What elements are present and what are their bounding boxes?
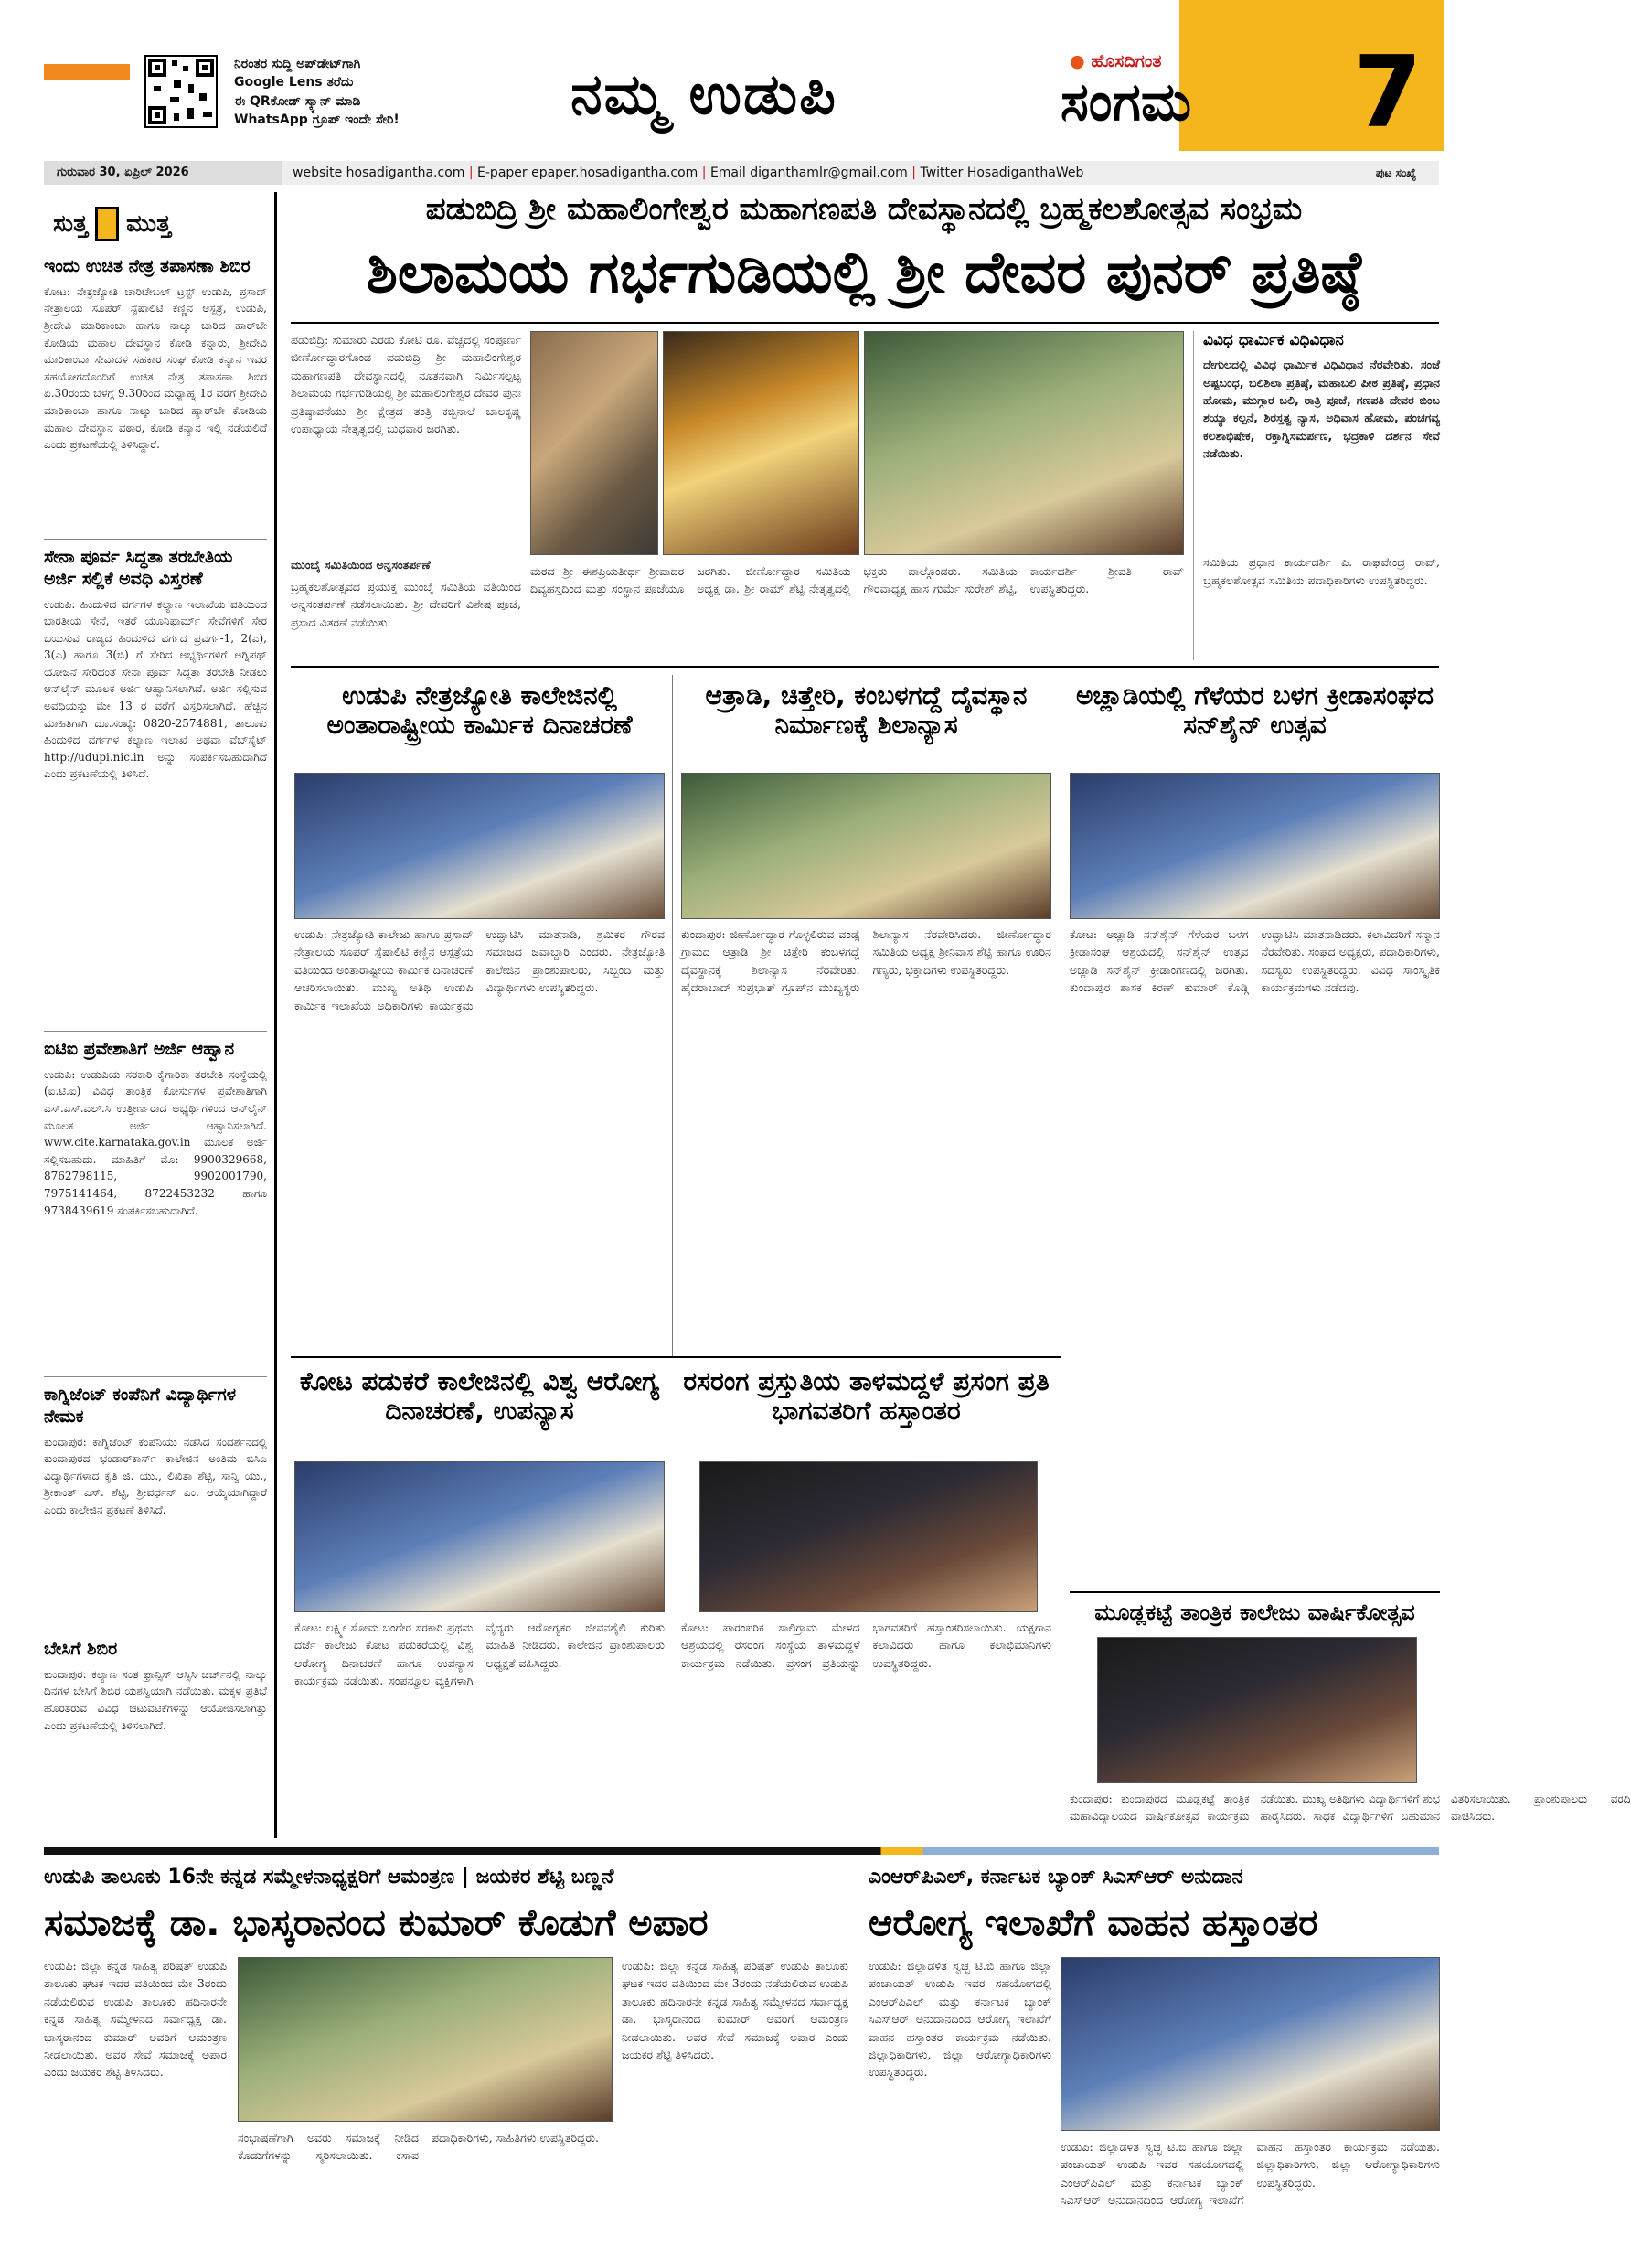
brief-heading: ಕಾಗ್ನಿಜೆಂಟ್ ಕಂಪೆನಿಗೆ ವಿದ್ಯಾರ್ಥಿಗಳ ನೇಮಕ (44, 1385, 237, 1427)
lead-text-below: ಮಠದ ಶ್ರೀ ಈಶಪ್ರಿಯತೀರ್ಥ ಶ್ರೀಪಾದರ ದಿವ್ಯಹಸ್ತದಿಂದ ಮತ್ತು ಸಂಸ್ಥಾನ ಪೂಜೆಯೂ ಜರಗಿತು. ಜೀರ್ಣೋದ್ಧಾರ ಸಮಿತಿಯ ಅಧ್ಯಕ್ಷ ಡಾ. ಶ್ರೀ ರಾಮ್ ಶೆಟ್ಟಿ ನೇತೃತ್ವದಲ್ಲಿ ಭಕ್ತರು ಪಾಲ್ಗೊಂಡರು. ಸಮಿತಿಯ ಗೌರವಾಧ್ಯಕ್ಷ ಹಾಸ ಗುರ್ಮೆ ಸುರೇಶ್ ಶೆಟ್ಟಿ, ಕಾರ್ಯದರ್ಶಿ ಶ್ರೀಪತಿ ರಾವ್ ಉಪಸ್ಥಿತರಿದ್ದರು. (530, 564, 1184, 596)
brief (44, 547, 267, 1032)
brief-text: ಕುಂದಾಪುರ: ಕಲ್ಯಾಣ ಸಂತ ಫ್ರಾನ್ಸಿಸ್ ಆಸ್ಸಿಸಿ ಚರ್ಚ್‌ನಲ್ಲಿ ನಾಲ್ಕು ದಿನಗಳ ಬೇಸಿಗೆ ಶಿಬಿರ ಯಶಸ್ವಿಯಾಗಿ ನಡೆಯಿತು. ಮಕ್ಕಳ ಪ್ರತಿಭೆ ಹೊರತರುವ ವಿವಿಧ ಚಟುವಟಿಕೆಗಳನ್ನು ಆಯೋಜಿಸಲಾಗಿತ್ತು ಎಂದು ಪ್ರಕಟಣೆಯಲ್ಲಿ ತಿಳಿಸಲಾಗಿದೆ. (44, 1667, 267, 1732)
sidebar-title: ಸುತ್ತ ಮುತ್ತ (53, 201, 263, 247)
sidebar-briefs (44, 256, 267, 1838)
brief-text: ಉಡುಪಿ: ಹಿಂದುಳಿದ ವರ್ಗಗಳ ಕಲ್ಯಾಣ ಇಲಾಖೆಯ ವತಿಯಿಂದ ಭಾರತೀಯ ಸೇನೆ, ಇತರೆ ಯೂನಿಫಾರ್ಮ್ ಸೇವೆಗಳಿಗೆ ಸೇರ ಬಯಸುವ ರಾಜ್ಯದ ಹಿಂದುಳಿದ ವರ್ಗದ ಪ್ರವರ್ಗ-1, 2(ಎ), 3(ಎ) ಹಾಗೂ 3(ಬಿ) ಗೆ ಸೇರಿದ ಅಭ್ಯರ್ಥಿಗಳಿಗೆ ಅಗ್ನಿಪಥ್ ಯೋಜನೆ ಸೇರಿದಂತೆ ಸೇನಾ ಪೂರ್ವ ಸಿದ್ಧತಾ ತರಬೇತಿ ನೀಡಲು ಆನ್‌ಲೈನ್ ಮೂಲಕ ಅರ್ಜಿ ಆಹ್ವಾನಿಸಲಾಗಿದೆ. ಅರ್ಜಿ ಸಲ್ಲಿಸುವ ಅವಧಿಯನ್ನು ಮೇ 13 ರ ವರೆಗೆ ವಿಸ್ತರಿಸಲಾಗಿದೆ. ಹೆಚ್ಚಿನ ಮಾಹಿತಿಗಾಗಿ ದೂ.ಸಂಖ್ಯೆ: 0820-2574881, ತಾಲೂಕು ಹಿಂದುಳಿದ ವರ್ಗಗಳ ಕಲ್ಯಾಣ ಇಲಾಖೆ ಅಥವಾ ವೆಬ್‌ಸೈಟ್ http://udupi.nic.in ಅನ್ನು ಸಂಪರ್ಕಿಸಬಹುದಾಗಿದೆ ಎಂದು ಪ್ರಕಟಣೆಯಲ್ಲಿ ತಿಳಿಸಿದೆ. (44, 597, 267, 781)
section-title-box (494, 44, 914, 144)
supplement-title: ಸಂಗಮ (1061, 70, 1192, 133)
bottom-left-kicker: ಉಡುಪಿ ತಾಲೂಕು 16ನೇ ಕನ್ನಡ ಸಮ್ಮೇಳನಾಧ್ಯಕ್ಷರಿಗೆ ಆಮಂತ್ರಣ | ಜಯಕರ ಶೆಟ್ಟಿ ಬಣ್ಣನೆ (44, 1866, 614, 1888)
story-d-photo (294, 1461, 665, 1612)
bottom-left-headline: ಸಮಾಜಕ್ಕೆ ಡಾ. ಭಾಸ್ಕರಾನಂದ ಕುಮಾರ್ ಕೊಡುಗೆ ಅಪಾರ (44, 1902, 709, 1944)
bottom-band-rule (44, 1847, 1439, 1855)
story-e-headline: ರಸರಂಗ ಪ್ರಸ್ತುತಿಯ ತಾಳಮದ್ದಳೆ ಪ್ರಸಂಗ ಪ್ರತಿ ಭಾಗವತರಿಗೆ ಹಸ್ತಾಂತರ (683, 1366, 1050, 1427)
brief-heading: ಸೇನಾ ಪೂರ್ವ ಸಿದ್ಧತಾ ತರಬೇತಿಯ ಅರ್ಜಿ ಸಲ್ಲಿಕೆ ಅವಧಿ ವಿಸ್ತರಣೆ (44, 547, 233, 589)
story-f-photo (1097, 1637, 1417, 1783)
story-d-headline: ಕೋಟ ಪಡುಕರೆ ಕಾಲೇಜಿನಲ್ಲಿ ವಿಶ್ವ ಆರೋಗ್ಯ ದಿನಾಚರಣೆ, ಉಪನ್ಯಾಸ (299, 1366, 660, 1427)
qr-code (144, 55, 218, 128)
lead-photo-deity (663, 331, 859, 555)
lead-text-sub: ಬ್ರಹ್ಮಕಲಶೋತ್ಸವದ ಪ್ರಯುಕ್ತ ಮುಂಬೈ ಸಮಿತಿಯ ವತಿಯಿಂದ ಅನ್ನಸಂತರ್ಪಣೆ ನಡೆಸಲಾಯಿತು. ಶ್ರೀ ದೇವರಿಗೆ ವಿಶೇಷ ಪೂಜೆ, ಪ್ರಸಾದ ವಿತರಣೆ ನಡೆಯಿತು. (291, 580, 521, 629)
sidebar-divider (274, 192, 277, 1838)
section-rule (291, 1356, 1061, 1358)
brief-text: ಕೋಟ: ನೇತ್ರಜ್ಯೋತಿ ಚಾರಿಟೇಬಲ್ ಟ್ರಸ್ಟ್ ಉಡುಪಿ, ಪ್ರಸಾದ್ ನೇತ್ರಾಲಯ ಸೂಪರ್ ಸ್ಪೆಷಾಲಿಟಿ ಕಣ್ಣಿನ ಆಸ್ಪತ್ರೆ, ಉಡುಪಿ, ಶ್ರೀದೇವಿ ಮಾರಿಕಾಂಬಾ ಹಾಗೂ ನಾಲ್ಕು ಬಾರಿದ ಹಾರ್‌ಬೇ ಕೋಡಿಯ ಮಹಾಲ ದೇವಸ್ಥಾನ ಕೋಡಿ ಕನ್ನಾರು, ಶ್ರೀದೇವಿ ಮಾರಿಕಾಂಬಾ ಸೇವಾದಳ ಸಹಕಾರ ಸಂಘ ಕೋಡಿ ಕನ್ಯಾನ ಇವರ ಸಹಯೋಗದೊಂದಿಗೆ ಉಚಿತ ನೇತ್ರ ತಪಾಸಣಾ ಶಿಬಿರ ಏ.30ರಂದು ಬೆಳಗ್ಗೆ 9.30ರಿಂದ ಮಧ್ಯಾಹ್ನ 1ರ ವರೆಗೆ ಶ್ರೀದೇವಿ ಮಾರಿಕಾಂಬಾ ಹಾಗೂ ನಾಲ್ಕು ಬಾರಿದ ಹ್ಯಾರ್‌ಬೇ ಕೋಡಿಯ ಮಹಾಲ ದೇವಸ್ಥಾನ ವಠಾರ, ಕೋಡಿ ಕನ್ಯಾನ ಇಲ್ಲಿ ನಡೆಯಲಿದೆ ಎಂದು ಪ್ರಕಟಣೆಯಲ್ಲಿ ತಿಳಿಸಿದ್ದಾರೆ. (44, 284, 267, 452)
lead-headline: ಶಿಲಾಮಯ ಗರ್ಭಗುಡಿಯಲ್ಲಿ ಶ್ರೀ ದೇವರ ಪುನರ್ ಪ್ರತಿಷ್ಠೆ (366, 239, 1362, 305)
brief (44, 1385, 267, 1631)
bottom-right-text: ಉಡುಪಿ: ಜಿಲ್ಲಾಡಳಿತ ಸ್ವಚ್ಛ ಟಿ.ಬಿ ಹಾಗೂ ಜಿಲ್ಲಾ ಪಂಚಾಯತ್ ಉಡುಪಿ ಇವರ ಸಹಯೋಗದಲ್ಲಿ ಎಂಆರ್‌ಪಿಎಲ್ ಮತ್ತು ಕರ್ನಾಟಕ ಬ್ಯಾಂಕ್ ಸಿಎಸ್‌ಆರ್ ಅನುದಾನದಿಂದ ಆರೋಗ್ಯ ಇಲಾಖೆಗೆ ವಾಹನ ಹಸ್ತಾಂತರ ಕಾರ್ಯಕ್ರಮ ನಡೆಯಿತು. ಜಿಲ್ಲಾಧಿಕಾರಿಗಳು, ಜಿಲ್ಲಾ ಆರೋಗ್ಯಾಧಿಕಾರಿಗಳು ಉಪಸ್ಥಿತರಿದ್ದರು. (869, 1959, 1051, 2080)
bottom-right-text2: ಉಡುಪಿ: ಜಿಲ್ಲಾಡಳಿತ ಸ್ವಚ್ಛ ಟಿ.ಬಿ ಹಾಗೂ ಜಿಲ್ಲಾ ಪಂಚಾಯತ್ ಉಡುಪಿ ಇವರ ಸಹಯೋಗದಲ್ಲಿ ಎಂಆರ್‌ಪಿಎಲ್ ಮತ್ತು ಕರ್ನಾಟಕ ಬ್ಯಾಂಕ್ ಸಿಎಸ್‌ಆರ್ ಅನುದಾನದಿಂದ ಆರೋಗ್ಯ ಇಲಾಖೆಗೆ ವಾಹನ ಹಸ್ತಾಂತರ ಕಾರ್ಯಕ್ರಮ ನಡೆಯಿತು. ಜಿಲ್ಲಾಧಿಕಾರಿಗಳು, ಜಿಲ್ಲಾ ಆರೋಗ್ಯಾಧಿಕಾರಿಗಳು ಉಪಸ್ಥಿತರಿದ್ದರು. (1061, 2140, 1440, 2208)
story-a-headline: ಉಡುಪಿ ನೇತ್ರಜ್ಯೋತಿ ಕಾಲೇಜಿನಲ್ಲಿ ಅಂತಾರಾಷ್ಟ್ರೀಯ ಕಾರ್ಮಿಕ ದಿನಾಚರಣೆ (326, 680, 633, 741)
story-b-text: ಕುಂದಾಪುರ: ಜೀರ್ಣೋದ್ಧಾರ ಗೊಳ್ಳಲಿರುವ ವಂಡ್ಸೆ ಗ್ರಾಮದ ಆತ್ರಾಡಿ ಶ್ರೀ ಚಿತ್ತೇರಿ ಕಂಬಳಗದ್ದೆ ದೈವಸ್ಥಾನಕ್ಕೆ ಶಿಲಾನ್ಯಾಸ ನೆರವೇರಿತು. ಹೈದರಾಬಾದ್ ಸುಪ್ರಭಾತ್ ಗ್ರೂಪ್‌ನ ಮುಖ್ಯಸ್ಥರು ಶಿಲಾನ್ಯಾಸ ನೆರವೇರಿಸಿದರು. ಜೀರ್ಣೋದ್ಧಾರ ಸಮಿತಿಯ ಅಧ್ಯಕ್ಷ ಶ್ರೀನಿವಾಸ ಶೆಟ್ಟಿ ಹಾಗೂ ಊರಿನ ಗಣ್ಯರು, ಭಕ್ತಾದಿಗಳು ಉಪಸ್ಥಿತರಿದ್ದರು. (681, 927, 1051, 995)
brief (44, 256, 267, 540)
story-f-text: ಕುಂದಾಪುರ: ಕುಂದಾಪುರದ ಮೂಡ್ಲಕಟ್ಟೆ ತಾಂತ್ರಿಕ ಮಹಾವಿದ್ಯಾಲಯದ ವಾರ್ಷಿಕೋತ್ಸವ ಕಾರ್ಯಕ್ರಮ ನಡೆಯಿತು. ಮುಖ್ಯ ಅತಿಥಿಗಳು ವಿದ್ಯಾರ್ಥಿಗಳಿಗೆ ಶುಭ ಹಾರೈಸಿದರು. ಸಾಧಕ ವಿದ್ಯಾರ್ಥಿಗಳಿಗೆ ಬಹುಮಾನ ವಿತರಿಸಲಾಯಿತು. ಪ್ರಾಂಶುಪಾಲರು ವರದಿ ವಾಚಿಸಿದರು. (1070, 1792, 1631, 1823)
lead-sidebox (1193, 331, 1440, 660)
flame-icon: ● (1070, 51, 1085, 71)
brief (44, 1639, 267, 1831)
story-b-photo (681, 773, 1051, 919)
email-link[interactable]: Email diganthamlr@gmail.com (709, 166, 908, 180)
bottom-right-photo (1061, 1957, 1440, 2131)
brief-heading: ಬೇಸಿಗೆ ಶಿಬಿರ (44, 1639, 118, 1659)
brand-logo: ● ಹೊಸದಿಗಂತ (1070, 51, 1162, 71)
bottom-right-headline: ಆರೋಗ್ಯ ಇಲಾಖೆಗೆ ವಾಹನ ಹಸ್ತಾಂತರ (869, 1902, 1318, 1944)
sidebox-text: ದೇಗುಲದಲ್ಲಿ ವಿವಿಧ ಧಾರ್ಮಿಕ ವಿಧಿವಿಧಾನ ನೆರವೇರಿತು. ಸಂಜೆ ಅಷ್ಟಬಂಧ, ಬಲಿಶಿಲಾ ಪ್ರತಿಷ್ಠೆ, ಮಹಾಬಲಿ ಪೀಠ ಪ್ರತಿಷ್ಠೆ, ಪ್ರಧಾನ ಹೋಮ, ಮುಗ್ಗಾರ ಬಲಿ, ರಾತ್ರಿ ಪೂಜೆ, ಗಣಪತಿ ದೇವರ ಬಿಂಬ ಶಯ್ಯಾ ಕಲ್ಪನೆ, ಶಿರಸ್ತತ್ವ ನ್ಯಾಸ, ಅಧಿವಾಸ ಹೋಮ, ಪಂಚಗವ್ಯ ಕಲಶಾಭಿಷೇಕ, ರಕ್ತಾಗ್ನಿಸಮರ್ಪಣ, ಭದ್ರಕಾಳಿ ದರ್ಶನ ಸೇವೆ ನಡೆಯಿತು. (1203, 358, 1440, 461)
lead-rule (291, 322, 1439, 324)
bottom-right-kicker: ಎಂಆರ್‌ಪಿಎಲ್, ಕರ್ನಾಟಕ ಬ್ಯಾಂಕ್ ಸಿಎಸ್‌ಆರ್ ಅನುದಾನ (869, 1866, 1243, 1888)
pages-label: ಪುಟ ಸಂಖ್ಯೆ (1375, 166, 1417, 179)
lead-subhead: ಮುಂಬೈ ಸಮಿತಿಯಿಂದ ಅನ್ನಸಂತರ್ಪಣೆ (291, 558, 431, 572)
brief-text: ಕುಂದಾಪುರ: ಕಾಗ್ನಿಜೆಂಟ್ ಕಂಪೆನಿಯು ನಡೆಸಿದ ಸಂದರ್ಶನದಲ್ಲಿ ಕುಂದಾಪುರದ ಭಂಡಾರ್‌ಕಾರ್ಸ್ ಕಾಲೇಜಿನ ಅಂತಿಮ ಬಿಸಿಎ ವಿದ್ಯಾರ್ಥಿಗಳಾದ ಕೃತಿ ಜಿ. ಯು., ಲಿಖಿತಾ ಶೆಟ್ಟಿ, ಸಾನ್ವಿ ಯು., ಶ್ರೀಕಾಂತ್ ಎಸ್. ಶೆಟ್ಟಿ, ಶ್ರೀವರ್ಧನ್ ಎಂ. ಆಯ್ಕೆಯಾಗಿದ್ದಾರೆ ಎಂದು ಕಾಲೇಜಿನ ಪ್ರಕಟಣೆ ತಿಳಿಸಿದೆ. (44, 1435, 267, 1516)
lead-kicker: ಪಡುಬಿದ್ರಿ ಶ್ರೀ ಮಹಾಲಿಂಗೇಶ್ವರ ಮಹಾಗಣಪತಿ ದೇವಸ್ಥಾನದಲ್ಲಿ ಬ್ರಹ್ಮಕಲಶೋತ್ಸವ ಸಂಭ್ರಮ (425, 191, 1303, 228)
story-e-text: ಕೋಟ: ಪಾರಂಪರಿಕ ಸಾಲಿಗ್ರಾಮ ಮೇಳದ ಆಶ್ರಯದಲ್ಲಿ ರಸರಂಗ ಸಂಸ್ಥೆಯ ತಾಳಮದ್ದಳೆ ಕಾರ್ಯಕ್ರಮ ನಡೆಯಿತು. ಪ್ರಸಂಗ ಪ್ರತಿಯನ್ನು ಭಾಗವತರಿಗೆ ಹಸ್ತಾಂತರಿಸಲಾಯಿತು. ಯಕ್ಷಗಾನ ಕಲಾವಿದರು ಹಾಗೂ ಕಲಾಭಿಮಾನಿಗಳು ಉಪಸ್ಥಿತರಿದ್ದರು. (681, 1621, 1051, 1670)
story-f-headline: ಮೂಡ್ಲಕಟ್ಟೆ ತಾಂತ್ರಿಕ ಕಾಲೇಜು ವಾರ್ಷಿಕೋತ್ಸವ (1094, 1599, 1415, 1625)
story-e-photo (699, 1461, 1038, 1612)
column-rule (672, 675, 673, 1356)
section-rule (1070, 1591, 1440, 1593)
section-rule (291, 666, 1439, 668)
page-number: 7 (1353, 36, 1423, 150)
brief-heading: ಇಂದು ಉಚಿತ ನೇತ್ರ ತಪಾಸಣಾ ಶಿಬಿರ (44, 256, 251, 276)
orange-accent-bar (44, 64, 130, 80)
lead-photo-priest (530, 331, 658, 555)
story-c-photo (1070, 773, 1440, 919)
sidebox-heading: ವಿವಿಧ ಧಾರ್ಮಿಕ ವಿಧಿವಿಧಾನ (1203, 331, 1344, 349)
epaper-link[interactable]: E-paper epaper.hosadigantha.com (477, 166, 698, 180)
brief-heading: ಐಟಿಐ ಪ್ರವೇಶಾತಿಗೆ ಅರ್ಜಿ ಆಹ್ವಾನ (44, 1039, 235, 1059)
story-c-headline: ಅಚ್ಲಾಡಿಯಲ್ಲಿ ಗೆಳೆಯರ ಬಳಗ ಕ್ರೀಡಾಸಂಘದ ಸನ್‌ಶೈನ್ ಉತ್ಸವ (1075, 680, 1434, 741)
website-link[interactable]: website hosadigantha.com (293, 166, 465, 180)
bottom-left-text: ಉಡುಪಿ: ಜಿಲ್ಲಾ ಕನ್ನಡ ಸಾಹಿತ್ಯ ಪರಿಷತ್ ಉಡುಪಿ ತಾಲೂಕು ಘಟಕ ಇದರ ವತಿಯಿಂದ ಮೇ 3ರಂದು ನಡೆಯಲಿರುವ ಉಡುಪಿ ತಾಲೂಕು ಹದಿನಾರನೇ ಕನ್ನಡ ಸಾಹಿತ್ಯ ಸಮ್ಮೇಳನದ ಸರ್ವಾಧ್ಯಕ್ಷ ಡಾ. ಭಾಸ್ಕರಾನಂದ ಕುಮಾರ್ ಅವರಿಗೆ ಆಮಂತ್ರಣ ನೀಡಲಾಯಿತು. ಅವರ ಸೇವೆ ಸಮಾಜಕ್ಕೆ ಅಪಾರ ಎಂದು ಜಯಕರ ಶೆಟ್ಟಿ ತಿಳಿಸಿದರು. (44, 1959, 227, 2080)
contact-line: website hosadigantha.com | E-paper epaper.hosadigantha.com | Email diganthamlr@gmail.com | Twitter HosadiganthaWeb (293, 166, 1084, 180)
brief-text: ಉಡುಪಿ: ಉಡುಪಿಯ ಸರಕಾರಿ ಕೈಗಾರಿಕಾ ತರಬೇತಿ ಸಂಸ್ಥೆಯಲ್ಲಿ (ಐ.ಟಿ.ಐ) ವಿವಿಧ ತಾಂತ್ರಿಕ ಕೋರ್ಸುಗಳ ಪ್ರವೇಶಾತಿಗಾಗಿ ಎಸ್.ಎಸ್.ಎಲ್.ಸಿ ಉತ್ತೀರ್ಣರಾದ ಅಭ್ಯರ್ಥಿಗಳಿಂದ ಆನ್‌ಲೈನ್ ಮೂಲಕ ಅರ್ಜಿ ಆಹ್ವಾನಿಸಲಾಗಿದೆ. www.cite.karnataka.gov.in ಮೂಲಕ ಅರ್ಜಿ ಸಲ್ಲಿಸಬಹುದು. ಮಾಹಿತಿಗೆ ಮೊ: 9900329668, 8762798115, 9902001790, 7975141464, 8722453232 ಹಾಗೂ 9738439619 ಸಂಪರ್ಕಿಸಬಹುದಾಗಿದೆ. (44, 1067, 267, 1217)
brief (44, 1039, 267, 1377)
date-line: ಗುರುವಾರ 30, ಏಪ್ರಿಲ್ 2026 (44, 161, 282, 185)
door-icon (95, 207, 119, 241)
sidebox-foot: ಸಮಿತಿಯ ಪ್ರಧಾನ ಕಾರ್ಯದರ್ಶಿ ಪಿ. ರಾಘವೇಂದ್ರ ರಾವ್, ಬ್ರಹ್ಮಕಲಶೋತ್ಸವ ಸಮಿತಿಯ ಪದಾಧಿಕಾರಿಗಳು ಉಪಸ್ಥಿತರಿದ್ದರು. (1203, 555, 1440, 587)
story-c-text: ಕೋಟ: ಅಚ್ಲಾಡಿ ಸನ್‌ಶೈನ್ ಗೆಳೆಯರ ಬಳಗ ಕ್ರೀಡಾಸಂಘ ಆಶ್ರಯದಲ್ಲಿ ಸನ್‌ಶೈನ್ ಉತ್ಸವ ಅಚ್ಲಾಡಿ ಸನ್‌ಶೈನ್ ಕ್ರೀಡಾಂಗಣದಲ್ಲಿ ಜರಗಿತು. ಕುಂದಾಪುರ ಶಾಸಕ ಕಿರಣ್ ಕುಮಾರ್ ಕೊಡ್ಗಿ ಉದ್ಘಾಟಿಸಿ ಮಾತನಾಡಿದರು. ಕಲಾವಿದರಿಗೆ ಸನ್ಮಾನ ನೆರವೇರಿತು. ಸಂಘದ ಅಧ್ಯಕ್ಷರು, ಪದಾಧಿಕಾರಿಗಳು, ಸದಸ್ಯರು ಉಪಸ್ಥಿತರಿದ್ದರು. ವಿವಿಧ ಸಾಂಸ್ಕೃತಿಕ ಕಾರ್ಯಕ್ರಮಗಳು ನಡೆದವು. (1070, 927, 1440, 995)
story-d-text: ಕೋಟ: ಲಕ್ಷ್ಮೀ ಸೋಮ ಬಂಗೇರ ಸರಕಾರಿ ಪ್ರಥಮ ದರ್ಜೆ ಕಾಲೇಜು ಕೋಟ ಪಡುಕರೆಯಲ್ಲಿ ವಿಶ್ವ ಆರೋಗ್ಯ ದಿನಾಚರಣೆ ಹಾಗೂ ಉಪನ್ಯಾಸ ಕಾರ್ಯಕ್ರಮ ನಡೆಯಿತು. ಸಂಪನ್ಮೂಲ ವ್ಯಕ್ತಿಗಳಾಗಿ ವೈದ್ಯರು ಆರೋಗ್ಯಕರ ಜೀವನಶೈಲಿ ಕುರಿತು ಮಾಹಿತಿ ನೀಡಿದರು. ಕಾಲೇಜಿನ ಪ್ರಾಂಶುಪಾಲರು ಅಧ್ಯಕ್ಷತೆ ವಹಿಸಿದ್ದರು. (294, 1621, 665, 1688)
qr-scan-note: ನಿರಂತರ ಸುದ್ದಿ ಅಪ್‌ಡೇಟ್‌ಗಾಗಿ Google Lens ತರೆದು ಈ QRಕೋಡ್ ಸ್ಕ್ಯಾನ್ ಮಾಡಿ WhatsApp ಗ್ರೂಪ್ ಇಂದೇ ಸೇರಿ! (234, 57, 400, 127)
story-a-photo (294, 773, 665, 919)
bottom-left-photo (238, 1957, 613, 2122)
story-a-text: ಉಡುಪಿ: ನೇತ್ರಜ್ಯೋತಿ ಕಾಲೇಜು ಹಾಗೂ ಪ್ರಸಾದ್ ನೇತ್ರಾಲಯ ಸೂಪರ್ ಸ್ಪೆಷಾಲಿಟಿ ಕಣ್ಣಿನ ಆಸ್ಪತ್ರೆಯ ವತಿಯಿಂದ ಅಂತಾರಾಷ್ಟ್ರೀಯ ಕಾರ್ಮಿಕ ದಿನಾಚರಣೆ ಆಚರಿಸಲಾಯಿತು. ಮುಖ್ಯ ಅತಿಥಿ ಉಡುಪಿ ಕಾರ್ಮಿಕ ಇಲಾಖೆಯ ಅಧಿಕಾರಿಗಳು ಕಾರ್ಯಕ್ರಮ ಉದ್ಘಾಟಿಸಿ ಮಾತನಾಡಿ, ಶ್ರಮಿಕರ ಗೌರವ ಸಮಾಜದ ಜವಾಬ್ದಾರಿ ಎಂದರು. ನೇತ್ರಜ್ಯೋತಿ ಕಾಲೇಜಿನ ಪ್ರಾಂಶುಪಾಲರು, ಸಿಬ್ಬಂದಿ ಮತ್ತು ವಿದ್ಯಾರ್ಥಿಗಳು ಉಪಸ್ಥಿತರಿದ್ದರು. (294, 927, 665, 1012)
lead-text-left: ಪಡುಬಿದ್ರಿ: ಸುಮಾರು ಎರಡು ಕೋಟಿ ರೂ. ವೆಚ್ಚದಲ್ಲಿ ಸಂಪೂರ್ಣ ಜೀರ್ಣೋದ್ಧಾರಗೊಂಡ ಪಡುಬಿದ್ರಿ ಶ್ರೀ ಮಹಾಲಿಂಗೇಶ್ವರ ಮಹಾಗಣಪತಿ ದೇವಸ್ಥಾನದಲ್ಲಿ ನೂತನವಾಗಿ ನಿರ್ಮಿಸಲ್ಪಟ್ಟ ಶಿಲಾಮಯ ಗರ್ಭಗುಡಿಯಲ್ಲಿ ಶ್ರೀ ಮಹಾಲಿಂಗೇಶ್ವರ ದೇವರ ಪುನಃ ಪ್ರತಿಷ್ಠಾಪನೆಯು ಶ್ರೀ ಕ್ಷೇತ್ರದ ತಂತ್ರಿ ಕಬ್ಬಿನಾಲೆ ಬಾಲಕೃಷ್ಣ ಉಪಾಧ್ಯಾಯ ನೇತೃತ್ವದಲ್ಲಿ ಬುಧವಾರ ಜರಗಿತು. (291, 333, 521, 435)
story-b-headline: ಆತ್ರಾಡಿ, ಚಿತ್ತೇರಿ, ಕಂಬಳಗದ್ದೆ ದೈವಸ್ಥಾನ ನಿರ್ಮಾಣಕ್ಕೆ ಶಿಲಾನ್ಯಾಸ (705, 680, 1028, 741)
lead-photo-offering (864, 331, 1184, 555)
section-title: ನಮ್ಮ ಉಡುಪಿ (570, 60, 837, 127)
bottom-left-text3: ಉಡುಪಿ: ಜಿಲ್ಲಾ ಕನ್ನಡ ಸಾಹಿತ್ಯ ಪರಿಷತ್ ಉಡುಪಿ ತಾಲೂಕು ಘಟಕ ಇದರ ವತಿಯಿಂದ ಮೇ 3ರಂದು ನಡೆಯಲಿರುವ ಉಡುಪಿ ತಾಲೂಕು ಹದಿನಾರನೇ ಕನ್ನಡ ಸಾಹಿತ್ಯ ಸಮ್ಮೇಳನದ ಸರ್ವಾಧ್ಯಕ್ಷ ಡಾ. ಭಾಸ್ಕರಾನಂದ ಕುಮಾರ್ ಅವರಿಗೆ ಆಮಂತ್ರಣ ನೀಡಲಾಯಿತು. ಅವರ ಸೇವೆ ಸಮಾಜಕ್ಕೆ ಅಪಾರ ಎಂದು ಜಯಕರ ಶೆಟ್ಟಿ ತಿಳಿಸಿದರು. (622, 1959, 848, 2061)
twitter-link[interactable]: Twitter HosadiganthaWeb (920, 166, 1084, 180)
bottom-left-text2: ಸಂಭಾಷಣೆಗಾಗಿ ಅವರು ಸಮಾಜಕ್ಕೆ ನೀಡಿದ ಕೊಡುಗೆಗಳನ್ನು ಸ್ಮರಿಸಲಾಯಿತು. ಕಸಾಪ ಪದಾಧಿಕಾರಿಗಳು, ಸಾಹಿತಿಗಳು ಉಪಸ್ಥಿತರಿದ್ದರು. (238, 2131, 599, 2163)
